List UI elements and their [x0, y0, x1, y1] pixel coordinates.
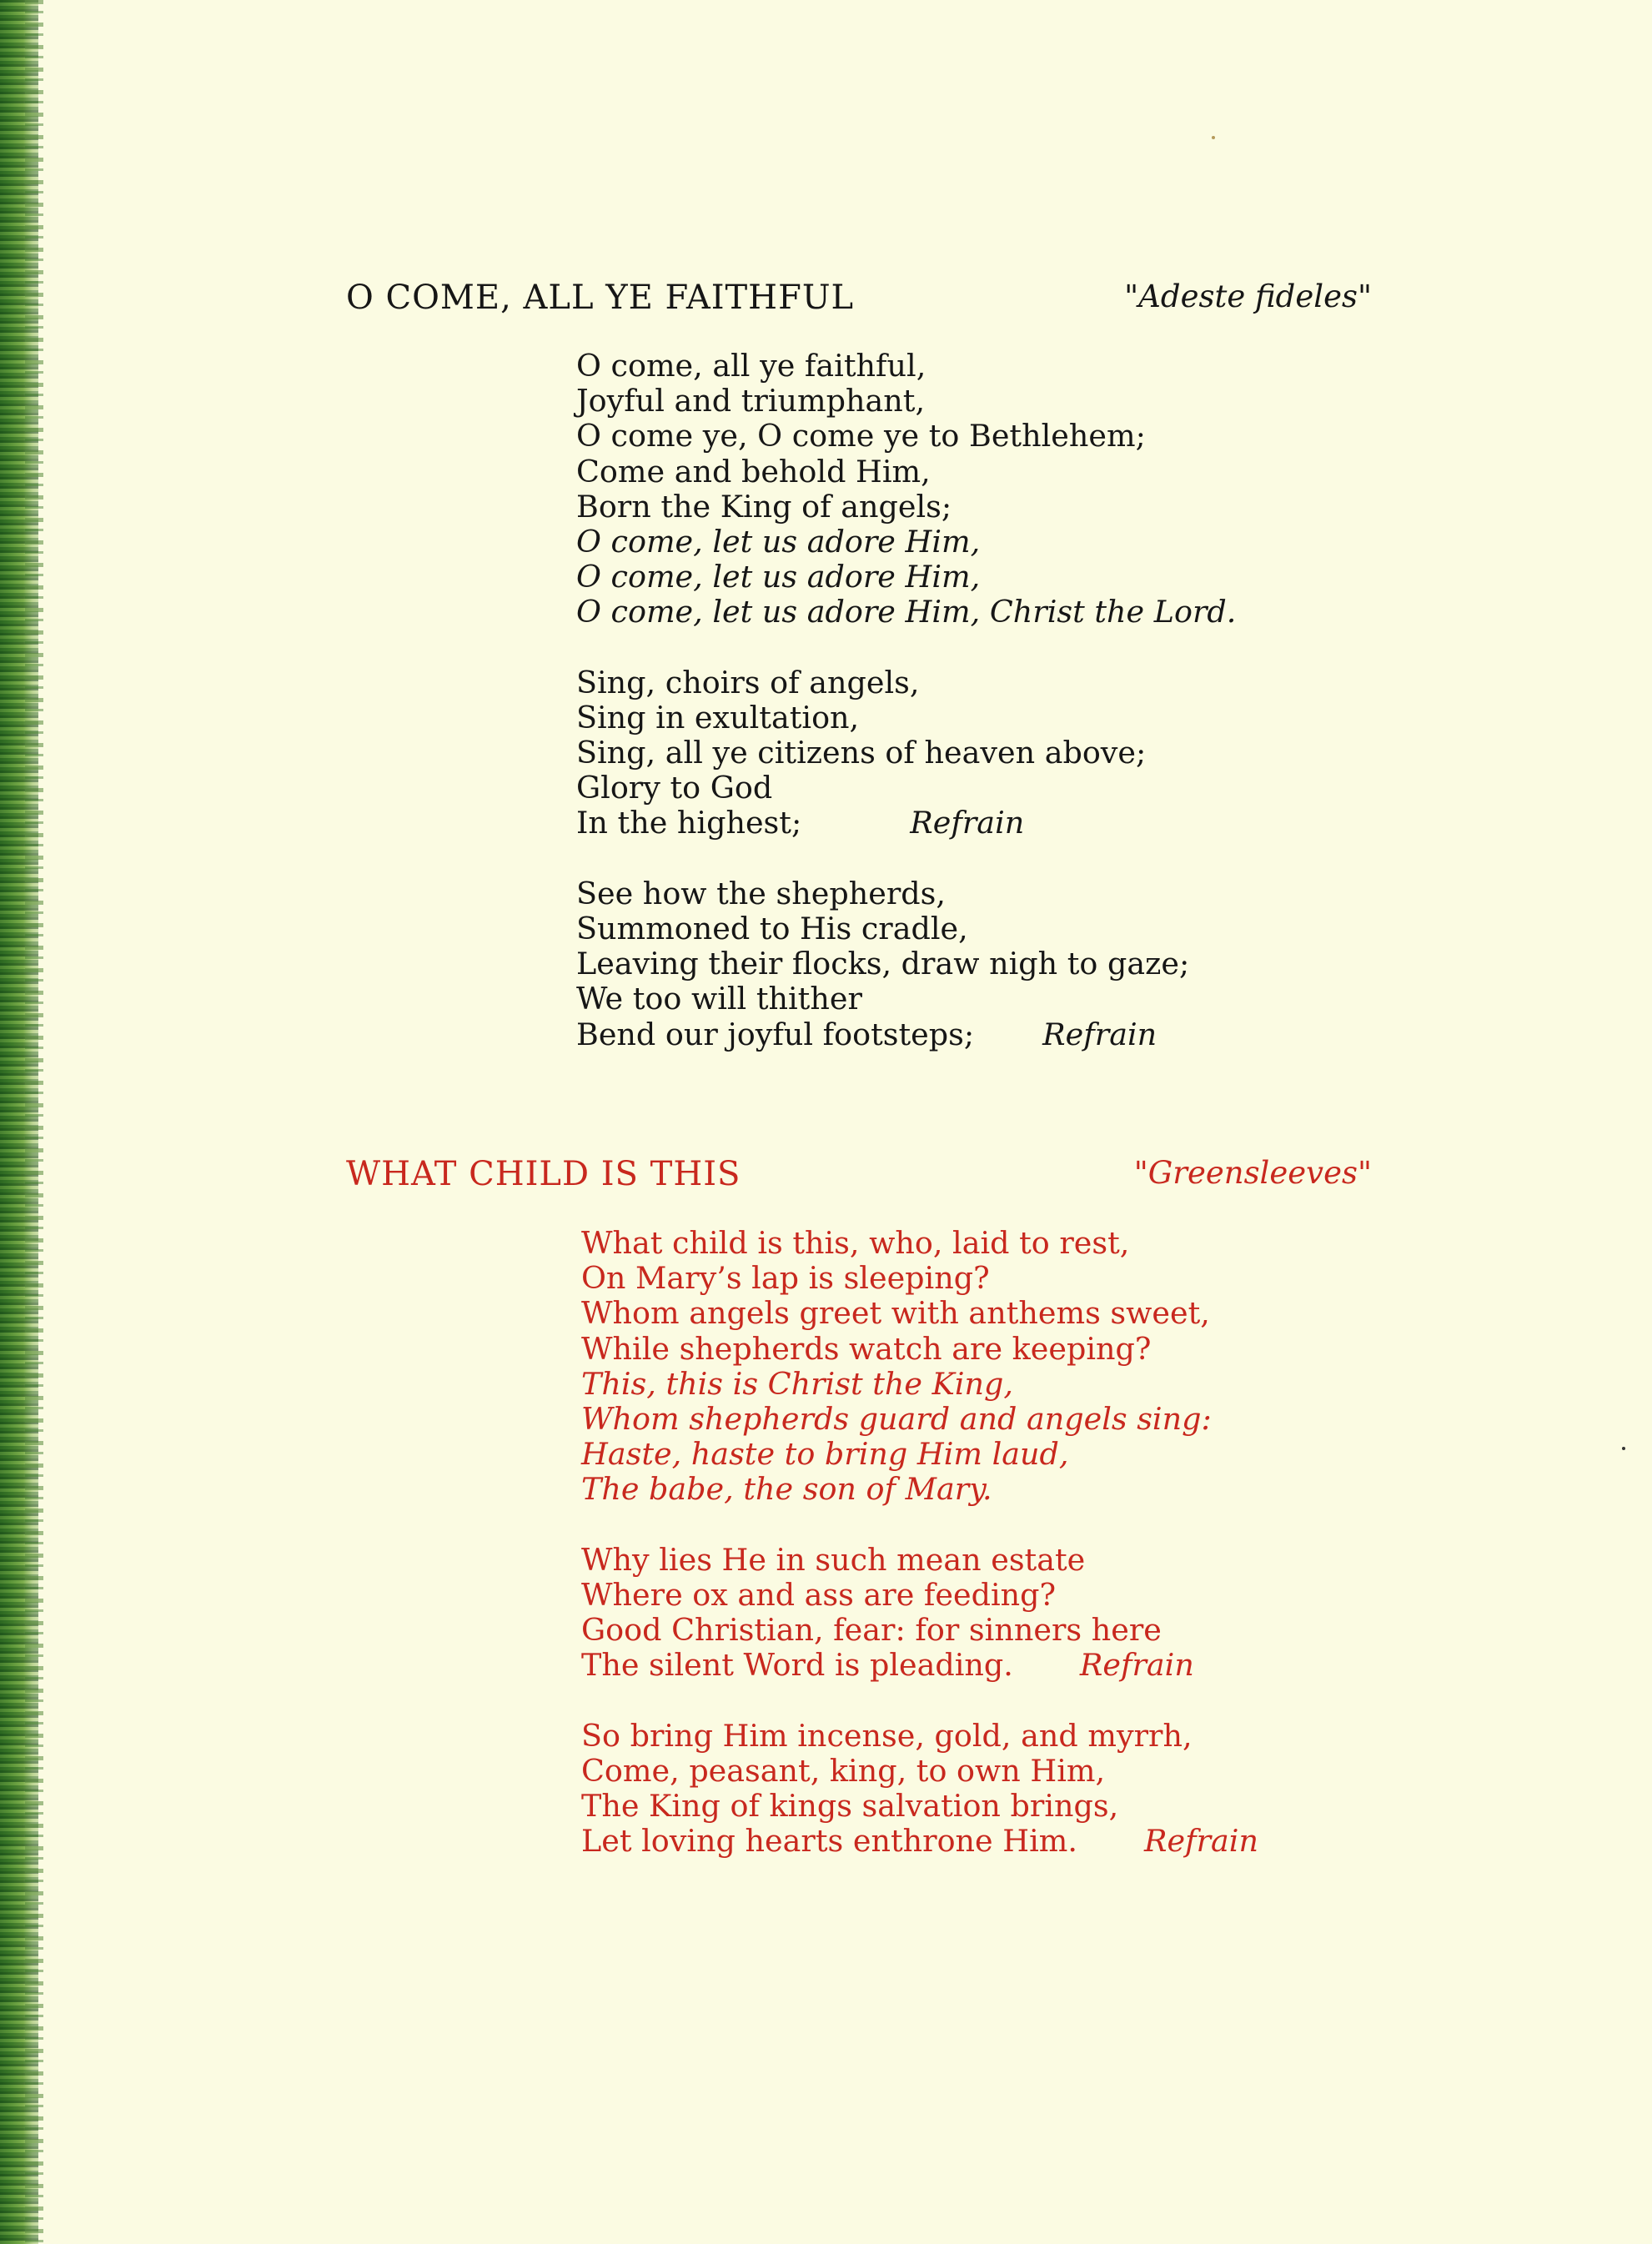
lyric-line [581, 1226, 1258, 1261]
lyric-line [581, 1754, 1258, 1789]
lyric-line [581, 1543, 1258, 1578]
stanza [576, 876, 1236, 1052]
lyric-text: The silent Word is pleading. [581, 1647, 1013, 1684]
paper-speck [1622, 1447, 1625, 1450]
lyric-text: Joyful and triumphant, [576, 383, 926, 419]
lyric-text: Why lies He in such mean estate [581, 1541, 1086, 1578]
lyric-text: We too will thither [576, 981, 862, 1017]
green-edge-fringe [25, 0, 43, 2244]
lyric-line [576, 735, 1236, 771]
lyric-line [576, 700, 1236, 735]
song-lyrics [581, 1226, 1258, 1895]
lyric-text: Let loving hearts enthrone Him. [581, 1823, 1077, 1860]
lyric-line [576, 1017, 1236, 1052]
song-tune-name: "Adeste fideles" [1124, 279, 1372, 314]
refrain-line [581, 1402, 1258, 1437]
refrain-marker: Refrain [1042, 1016, 1157, 1052]
lyric-text: See how the shepherds, [576, 875, 946, 911]
stanza [581, 1719, 1258, 1860]
lyric-line [576, 489, 1236, 525]
refrain-line [576, 595, 1236, 630]
lyric-text: Come and behold Him, [576, 453, 931, 489]
paper-speck [1212, 136, 1215, 139]
refrain-line [581, 1437, 1258, 1472]
lyric-text: O come, all ye faithful, [576, 348, 926, 384]
lyric-text: On Mary’s lap is sleeping? [581, 1260, 990, 1297]
lyric-line [581, 1578, 1258, 1613]
lyric-line [576, 349, 1236, 384]
lyric-text: O come ye, O come ye to Bethlehem; [576, 418, 1146, 454]
lyric-line [581, 1648, 1258, 1683]
lyric-line [576, 911, 1236, 946]
lyric-line [576, 419, 1236, 454]
lyric-text: The King of kings salvation brings, [581, 1788, 1119, 1824]
lyric-text: Haste, haste to bring Him laud, [581, 1436, 1069, 1473]
lyric-text: O come, let us adore Him, Christ the Lord. [576, 594, 1237, 630]
stanza [581, 1543, 1258, 1684]
lyric-text: Summoned to His cradle, [576, 911, 968, 946]
lyric-text: So bring Him incense, gold, and myrrh, [581, 1717, 1193, 1754]
lyric-line [581, 1332, 1258, 1367]
lyric-text: Sing, all ye citizens of heaven above; [576, 735, 1147, 771]
lyric-text: Sing, choirs of angels, [576, 664, 920, 700]
stanza [576, 349, 1236, 630]
lyric-line [576, 665, 1236, 700]
lyric-text: O come, let us adore Him, [576, 559, 981, 595]
lyric-text: Sing in exultation, [576, 699, 860, 735]
refrain-line [576, 560, 1236, 595]
refrain-marker: Refrain [1079, 1647, 1194, 1684]
lyric-line [581, 1719, 1258, 1754]
lyric-line [576, 771, 1236, 806]
lyric-line [581, 1613, 1258, 1648]
lyric-line [581, 1296, 1258, 1331]
lyric-text: In the highest; [576, 805, 802, 841]
lyric-line [581, 1824, 1258, 1859]
song-title: WHAT CHILD IS THIS [346, 1155, 741, 1193]
lyric-text: O come, let us adore Him, [576, 523, 981, 560]
lyric-line [576, 981, 1236, 1017]
song-lyrics [576, 349, 1236, 1087]
lyric-line [576, 454, 1236, 489]
stanza [576, 665, 1236, 841]
lyric-line [581, 1261, 1258, 1296]
lyric-text: Bend our joyful footsteps; [576, 1016, 975, 1052]
stanza [581, 1226, 1258, 1508]
refrain-line [581, 1367, 1258, 1402]
lyric-text: What child is this, who, laid to rest, [581, 1225, 1130, 1261]
lyric-text: While shepherds watch are keeping? [581, 1330, 1152, 1367]
lyric-text: Good Christian, fear: for sinners here [581, 1612, 1162, 1649]
lyric-text: Glory to God [576, 770, 773, 806]
refrain-marker: Refrain [1143, 1823, 1258, 1860]
song-tune-name: "Greensleeves" [1133, 1155, 1372, 1191]
lyric-line [576, 384, 1236, 419]
lyric-text: Come, peasant, king, to own Him, [581, 1752, 1106, 1789]
lyric-text: Where ox and ass are feeding? [581, 1576, 1057, 1613]
lyric-line [576, 876, 1236, 911]
lyric-text: This, this is Christ the King, [581, 1365, 1014, 1402]
lyric-line [581, 1789, 1258, 1824]
lyric-text: The babe, the son of Mary. [581, 1471, 992, 1508]
lyric-line [576, 806, 1236, 841]
refrain-line [581, 1472, 1258, 1507]
lyric-text: Leaving their flocks, draw nigh to gaze; [576, 946, 1190, 982]
song-title: O COME, ALL YE FAITHFUL [346, 279, 855, 317]
lyric-text: Whom angels greet with anthems sweet, [581, 1295, 1210, 1332]
lyric-text: Born the King of angels; [576, 488, 952, 525]
refrain-marker: Refrain [910, 805, 1025, 841]
lyric-line [576, 946, 1236, 981]
lyric-text: Whom shepherds guard and angels sing: [581, 1400, 1212, 1437]
refrain-line [576, 525, 1236, 560]
